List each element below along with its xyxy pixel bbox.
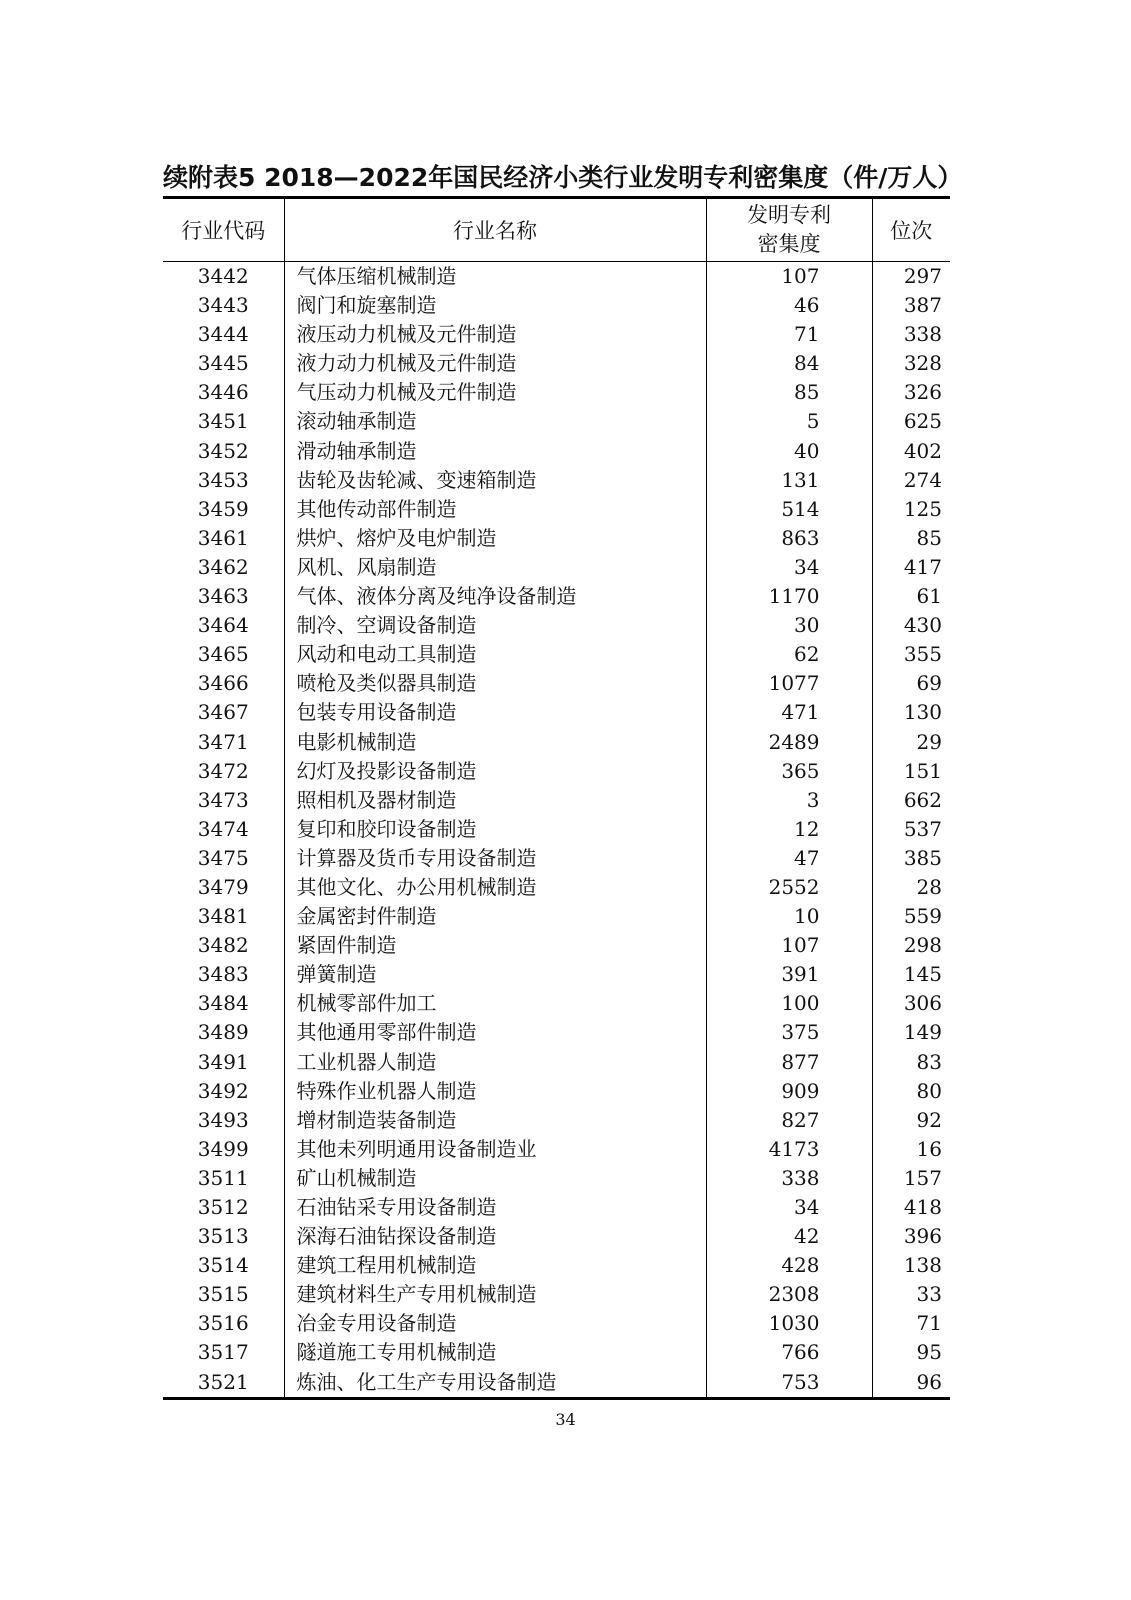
cell-name: 包装专用设备制造 (284, 698, 706, 727)
cell-code: 3492 (163, 1077, 284, 1106)
cell-density: 5 (706, 407, 872, 436)
cell-name: 弹簧制造 (284, 960, 706, 989)
cell-name: 复印和胶印设备制造 (284, 815, 706, 844)
cell-rank: 417 (903, 554, 942, 579)
cell-density: 71 (706, 320, 872, 349)
table-row (163, 1106, 950, 1135)
cell-name: 深海石油钻探设备制造 (284, 1222, 706, 1251)
cell-rank: 29 (916, 729, 942, 754)
cell-name: 建筑工程用机械制造 (284, 1251, 706, 1280)
cell-code: 3513 (163, 1222, 284, 1251)
cell-code: 3463 (163, 582, 284, 611)
table-row (163, 378, 950, 407)
table-row (163, 349, 950, 378)
cell-code: 3489 (163, 1018, 284, 1047)
cell-rank: 418 (903, 1195, 942, 1219)
cell-name: 其他未列明通用设备制造业 (284, 1135, 706, 1164)
cell-code: 3516 (163, 1309, 284, 1338)
table-body (163, 262, 950, 1399)
cell-code: 3464 (163, 611, 284, 640)
cell-density: 12 (706, 815, 872, 844)
cell-code: 3462 (163, 553, 284, 582)
cell-name: 液压动力机械及元件制造 (284, 320, 706, 349)
table-row (163, 698, 950, 727)
table-row (163, 1018, 950, 1047)
table-row (163, 989, 950, 1018)
cell-code: 3499 (163, 1135, 284, 1164)
table-row (163, 1135, 950, 1164)
table-row (163, 669, 950, 698)
cell-density: 2308 (706, 1280, 872, 1309)
cell-rank: 96 (872, 1368, 950, 1399)
cell-name: 风机、风扇制造 (284, 553, 706, 582)
cell-rank: 80 (916, 1078, 942, 1103)
table-row (163, 553, 950, 582)
cell-density: 47 (706, 844, 872, 873)
cell-rank: 625 (903, 409, 942, 434)
table-row (163, 1251, 950, 1280)
table-row (163, 757, 950, 786)
table-row (163, 524, 950, 553)
cell-density: 909 (706, 1077, 872, 1106)
table-row (163, 960, 950, 989)
cell-code: 3514 (163, 1251, 284, 1280)
cell-rank: 95 (916, 1340, 942, 1365)
cell-code: 3512 (163, 1193, 284, 1222)
cell-rank: 326 (903, 380, 942, 405)
table-row (163, 582, 950, 611)
cell-name: 照相机及器材制造 (284, 786, 706, 815)
cell-rank: 69 (916, 671, 942, 696)
header-code: 行业代码 (163, 198, 284, 262)
table-row (163, 320, 950, 349)
cell-rank: 28 (916, 874, 942, 899)
cell-rank: 33 (916, 1282, 942, 1307)
table-row (163, 1309, 950, 1338)
cell-density: 365 (706, 757, 872, 786)
cell-code: 3465 (163, 640, 284, 669)
cell-name: 液力动力机械及元件制造 (284, 349, 706, 378)
cell-name: 阀门和旋塞制造 (284, 291, 706, 320)
cell-density: 30 (706, 611, 872, 640)
cell-rank: 662 (903, 787, 942, 812)
cell-name: 齿轮及齿轮减、变速箱制造 (284, 466, 706, 495)
cell-density: 2552 (706, 873, 872, 902)
cell-rank: 149 (903, 1020, 942, 1045)
table-row (163, 1338, 950, 1367)
table-row (163, 728, 950, 757)
cell-rank: 328 (903, 351, 942, 376)
page-number: 34 (555, 1410, 576, 1429)
cell-density: 4173 (706, 1135, 872, 1164)
cell-density: 34 (706, 553, 872, 582)
cell-name: 金属密封件制造 (284, 902, 706, 931)
cell-code: 3459 (163, 495, 284, 524)
cell-density: 2489 (706, 728, 872, 757)
cell-rank: 151 (903, 758, 942, 783)
cell-density: 40 (706, 437, 872, 466)
cell-code: 3442 (163, 262, 284, 292)
cell-rank: 145 (903, 962, 942, 987)
cell-rank: 387 (903, 293, 942, 318)
cell-rank: 125 (903, 496, 942, 521)
cell-density: 753 (706, 1368, 872, 1399)
cell-name: 气体、液体分离及纯净设备制造 (284, 582, 706, 611)
cell-density: 100 (706, 989, 872, 1018)
cell-rank: 306 (903, 991, 942, 1016)
table-row (163, 931, 950, 960)
cell-name: 冶金专用设备制造 (284, 1309, 706, 1338)
table-row (163, 815, 950, 844)
cell-code: 3475 (163, 844, 284, 873)
cell-name: 石油钻采专用设备制造 (284, 1193, 706, 1222)
cell-rank: 71 (916, 1311, 942, 1336)
cell-name: 特殊作业机器人制造 (284, 1077, 706, 1106)
cell-rank: 385 (903, 845, 942, 870)
cell-rank: 16 (916, 1136, 942, 1161)
cell-code: 3491 (163, 1048, 284, 1077)
cell-code: 3453 (163, 466, 284, 495)
cell-density: 62 (706, 640, 872, 669)
cell-name: 气体压缩机械制造 (284, 262, 706, 292)
table-row (163, 1164, 950, 1193)
cell-code: 3521 (163, 1368, 284, 1399)
cell-density: 1077 (706, 669, 872, 698)
cell-density: 766 (706, 1338, 872, 1367)
cell-rank: 559 (903, 904, 942, 929)
header-rank: 位次 (872, 198, 950, 262)
table-header (163, 198, 950, 262)
cell-code: 3481 (163, 902, 284, 931)
table-row (163, 437, 950, 466)
cell-code: 3471 (163, 728, 284, 757)
cell-name: 矿山机械制造 (284, 1164, 706, 1193)
table-row (163, 873, 950, 902)
cell-name: 制冷、空调设备制造 (284, 611, 706, 640)
table-row (163, 640, 950, 669)
cell-density: 1030 (706, 1309, 872, 1338)
cell-name: 幻灯及投影设备制造 (284, 757, 706, 786)
cell-rank: 157 (903, 1165, 942, 1190)
patent-density-table (163, 196, 950, 1400)
cell-name: 滑动轴承制造 (284, 437, 706, 466)
table-row (163, 407, 950, 436)
cell-code: 3451 (163, 407, 284, 436)
cell-density: 863 (706, 524, 872, 553)
cell-name: 紧固件制造 (284, 931, 706, 960)
cell-rank: 297 (903, 264, 942, 288)
table-row (163, 844, 950, 873)
cell-rank: 274 (903, 467, 942, 492)
cell-density: 10 (706, 902, 872, 931)
cell-code: 3479 (163, 873, 284, 902)
header-name: 行业名称 (284, 198, 706, 262)
cell-density: 471 (706, 698, 872, 727)
header-density-line2: 密集度 (757, 232, 821, 256)
cell-name: 喷枪及类似器具制造 (284, 669, 706, 698)
cell-code: 3493 (163, 1106, 284, 1135)
cell-density: 107 (706, 262, 872, 292)
cell-name: 炼油、化工生产专用设备制造 (284, 1368, 706, 1399)
cell-code: 3446 (163, 378, 284, 407)
table-title: 续附表5 2018—2022年国民经济小类行业发明专利密集度（件/万人） (163, 163, 963, 192)
header-row (163, 198, 950, 262)
cell-code: 3482 (163, 931, 284, 960)
cell-code: 3466 (163, 669, 284, 698)
table-container (163, 196, 950, 1400)
cell-density: 391 (706, 960, 872, 989)
cell-rank: 130 (903, 700, 942, 725)
cell-code: 3473 (163, 786, 284, 815)
cell-density: 131 (706, 466, 872, 495)
table-row (163, 1048, 950, 1077)
cell-density: 375 (706, 1018, 872, 1047)
cell-code: 3461 (163, 524, 284, 553)
cell-rank: 355 (903, 642, 942, 667)
cell-code: 3517 (163, 1338, 284, 1367)
cell-rank: 396 (903, 1224, 942, 1249)
cell-rank: 61 (916, 584, 942, 609)
cell-density: 877 (706, 1048, 872, 1077)
table-row (163, 262, 950, 292)
cell-code: 3444 (163, 320, 284, 349)
cell-density: 514 (706, 495, 872, 524)
cell-rank: 92 (916, 1107, 942, 1132)
table-row (163, 291, 950, 320)
cell-density: 3 (706, 786, 872, 815)
cell-name: 增材制造装备制造 (284, 1106, 706, 1135)
cell-density: 84 (706, 349, 872, 378)
header-density-line1: 发明专利 (747, 203, 831, 227)
cell-name: 其他通用零部件制造 (284, 1018, 706, 1047)
cell-rank: 298 (903, 933, 942, 958)
cell-name: 风动和电动工具制造 (284, 640, 706, 669)
table-row (163, 902, 950, 931)
cell-rank: 338 (903, 322, 942, 347)
cell-name: 计算器及货币专用设备制造 (284, 844, 706, 873)
cell-name: 电影机械制造 (284, 728, 706, 757)
cell-name: 机械零部件加工 (284, 989, 706, 1018)
cell-code: 3515 (163, 1280, 284, 1309)
cell-code: 3474 (163, 815, 284, 844)
cell-density: 85 (706, 378, 872, 407)
table-row (163, 1077, 950, 1106)
cell-name: 滚动轴承制造 (284, 407, 706, 436)
cell-name: 其他文化、办公用机械制造 (284, 873, 706, 902)
cell-density: 338 (706, 1164, 872, 1193)
cell-code: 3452 (163, 437, 284, 466)
table-row (163, 1193, 950, 1222)
cell-name: 其他传动部件制造 (284, 495, 706, 524)
table-row (163, 1222, 950, 1251)
cell-code: 3484 (163, 989, 284, 1018)
cell-code: 3443 (163, 291, 284, 320)
table-row (163, 611, 950, 640)
cell-rank: 430 (903, 613, 942, 638)
cell-name: 隧道施工专用机械制造 (284, 1338, 706, 1367)
cell-name: 工业机器人制造 (284, 1048, 706, 1077)
cell-density: 46 (706, 291, 872, 320)
cell-rank: 85 (916, 525, 942, 550)
cell-rank: 537 (903, 816, 942, 841)
cell-density: 827 (706, 1106, 872, 1135)
table-row (163, 786, 950, 815)
header-density (706, 198, 872, 262)
table-row (163, 466, 950, 495)
cell-code: 3511 (163, 1164, 284, 1193)
cell-density: 42 (706, 1222, 872, 1251)
cell-code: 3472 (163, 757, 284, 786)
cell-density: 428 (706, 1251, 872, 1280)
cell-name: 建筑材料生产专用机械制造 (284, 1280, 706, 1309)
cell-rank: 83 (916, 1049, 942, 1074)
cell-name: 烘炉、熔炉及电炉制造 (284, 524, 706, 553)
cell-density: 107 (706, 931, 872, 960)
cell-rank: 138 (903, 1253, 942, 1278)
cell-rank: 402 (903, 438, 942, 463)
cell-code: 3467 (163, 698, 284, 727)
table-row (163, 495, 950, 524)
cell-code: 3445 (163, 349, 284, 378)
cell-density: 34 (706, 1193, 872, 1222)
table-row (163, 1368, 950, 1399)
cell-name: 气压动力机械及元件制造 (284, 378, 706, 407)
cell-code: 3483 (163, 960, 284, 989)
cell-density: 1170 (706, 582, 872, 611)
table-row (163, 1280, 950, 1309)
